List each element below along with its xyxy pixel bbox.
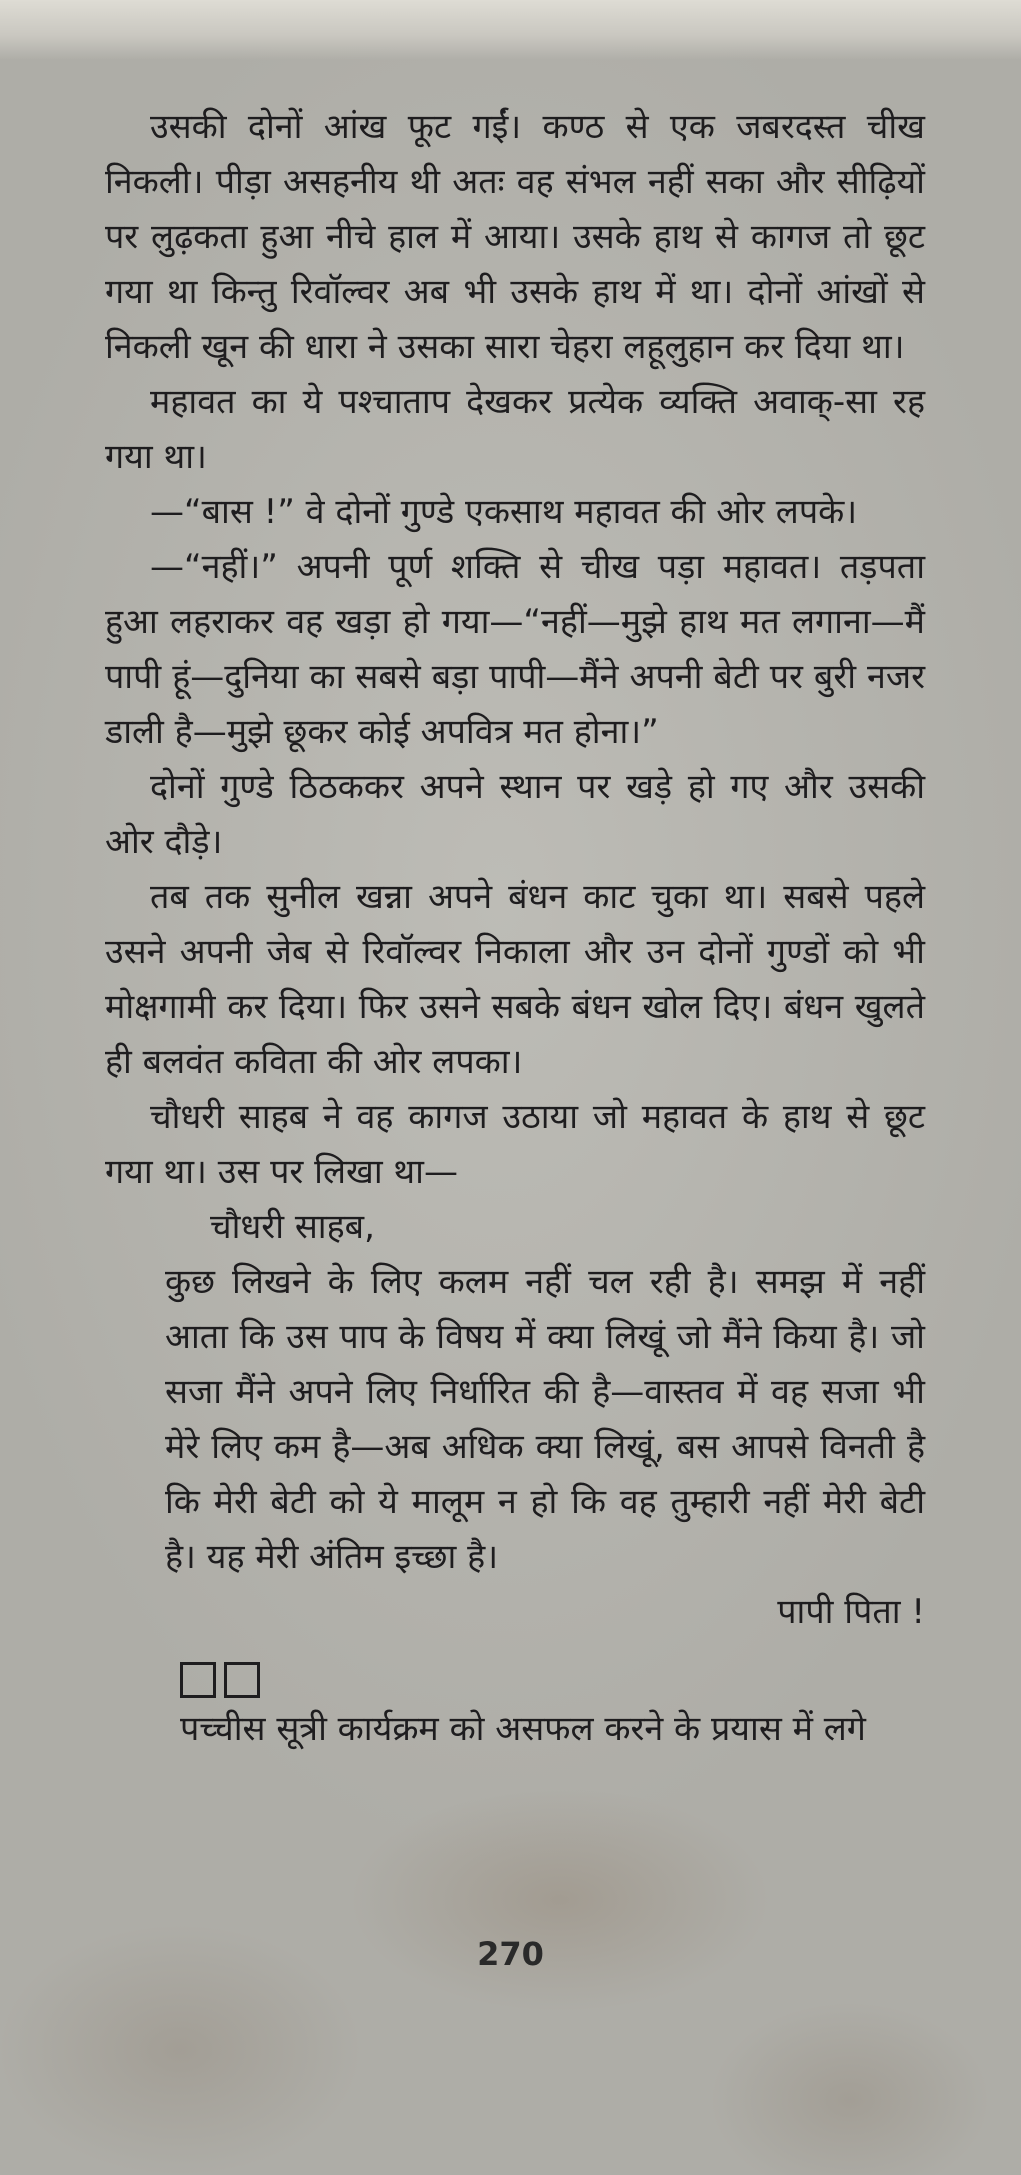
square-icon: [180, 1662, 216, 1698]
letter: [165, 1200, 925, 1640]
letter-body: कुछ लिखने के लिए कलम नहीं चल रही है। समझ में नहीं आता कि उस पाप के विषय में क्या लिखूं जो मैंने किया है। जो सजा मैंने अपने लिए निर्धारित की है—वास्तव में वह सजा भी मेरे लिए कम है—अब अधिक क्या लिखूं, बस आपसे विनती है कि मेरी बेटी को ये मालूम न हो कि वह तुम्हारी नहीं मेरी बेटी है। यह मेरी अंतिम इच्छा है।: [165, 1262, 925, 1577]
continuation-line: पच्चीस सूत्री कार्यक्रम को असफल करने के प्रयास में लगे: [180, 1709, 866, 1749]
paragraph: उसकी दोनों आंख फूट गईं। कण्ठ से एक जबरदस्त चीख निकली। पीड़ा असहनीय थी अतः वह संभल नहीं सका और सीढ़ियों पर लुढ़कता हुआ नीचे हाल में आया। उसके हाथ से कागज तो छूट गया था किन्तु रिवॉल्वर अब भी उसके हाथ में था। दोनों आंखों से निकली खून की धारा ने उसका सारा चेहरा लहूलुहान कर दिया था।: [105, 107, 925, 367]
paragraph: तब तक सुनील खन्ना अपने बंधन काट चुका था। सबसे पहले उसने अपनी जेब से रिवॉल्वर निकाला और उन दोनों गुण्डों को भी मोक्षगामी कर दिया। फिर उसने सबके बंधन खोल दिए। बंधन खुलते ही बलवंत कविता की ओर लपका।: [105, 877, 925, 1082]
paragraph: महावत का ये पश्चाताप देखकर प्रत्येक व्यक्ति अवाक्-सा रह गया था।: [105, 382, 925, 477]
paragraph: चौधरी साहब ने वह कागज उठाया जो महावत के हाथ से छूट गया था। उस पर लिखा था—: [105, 1097, 925, 1192]
torn-top-edge: [0, 0, 1021, 60]
square-icon: [224, 1662, 260, 1698]
page-number: 270: [477, 1935, 544, 1973]
paragraph: —“बास !” वे दोनों गुण्डे एकसाथ महावत की ओर लपके।: [150, 492, 858, 532]
paragraph: दोनों गुण्डे ठिठककर अपने स्थान पर खड़े हो गए और उसकी ओर दौड़े।: [105, 767, 925, 862]
letter-salutation: चौधरी साहब,: [210, 1207, 375, 1247]
page-text: [105, 100, 925, 1757]
section-break-icon: [180, 1662, 925, 1698]
letter-signature: पापी पिता !: [777, 1592, 925, 1632]
paragraph: —“नहीं।” अपनी पूर्ण शक्ति से चीख पड़ा महावत। तड़पता हुआ लहराकर वह खड़ा हो गया—“नहीं—मुझे हाथ मत लगाना—मैं पापी हूं—दुनिया का सबसे बड़ा पापी—मैंने अपनी बेटी पर बुरी नजर डाली है—मुझे छूकर कोई अपवित्र मत होना।”: [105, 547, 925, 752]
